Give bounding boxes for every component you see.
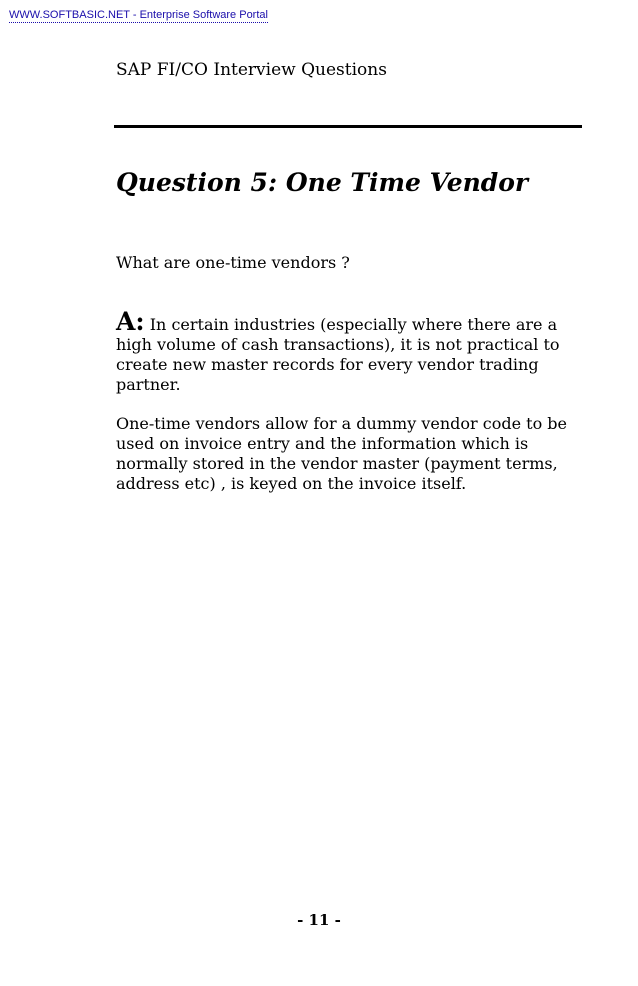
- answer-paragraph-2: One-time vendors allow for a dummy vendor code to be used on invoice entry and the information which is normally stored in the vendor master (payment terms, address etc) , is keyed on the invoice itself.: [116, 414, 567, 493]
- answer-block: [116, 307, 586, 494]
- answer-paragraph-1: [116, 307, 586, 395]
- question-text: What are one-time vendors ?: [116, 253, 350, 272]
- question-heading: Question 5: One Time Vendor: [116, 168, 529, 197]
- document-header-title: SAP FI/CO Interview Questions: [116, 60, 387, 80]
- answer-paragraph-1-text: In certain industries (especially where there are a high volume of cash transactions), it is not practical to create new master records for every vendor trading partner.: [116, 315, 560, 394]
- page-number-text: - 11 -: [297, 911, 341, 929]
- page-number: [0, 910, 638, 930]
- header-divider: [114, 125, 582, 128]
- portal-link[interactable]: WWW.SOFTBASIC.NET - Enterprise Software Portal: [9, 9, 268, 21]
- answer-label: A:: [116, 307, 145, 336]
